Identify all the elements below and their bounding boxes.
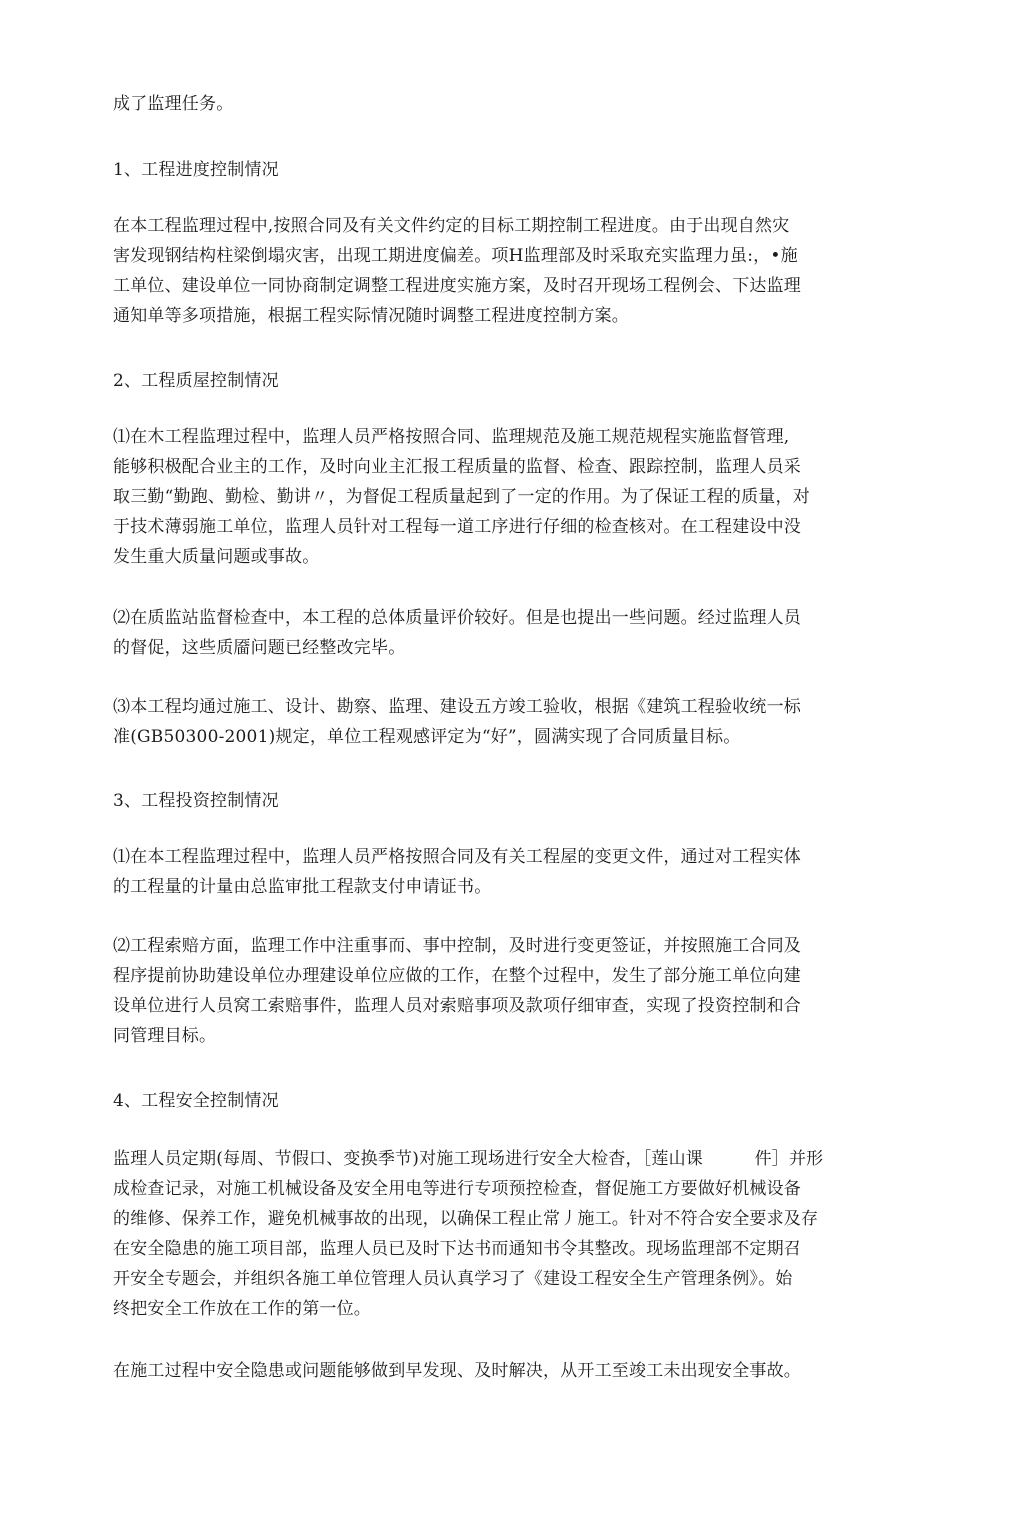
section-heading: 3、工程投资控制情况	[113, 791, 279, 811]
paragraph-line: 取三勤“勤跑、勤检、勤讲〃，为督促工程质量起到了一定的作用。为了保证工程的质量，对	[113, 487, 810, 507]
paragraph-line: ⑵在质监站监督检查中，本工程的总体质量评价较好。但是也提出一些问题。经过监理人员	[113, 608, 801, 628]
paragraph-line: 在施工过程中安全隐患或问题能够做到早发现、及时解决，从开工至竣工未出现安全事故。	[113, 1361, 801, 1381]
paragraph-line: 设单位进行人员窝工索赔事件，监理人员对索赔事项及款项仔细审查，实现了投资控制和合	[113, 996, 801, 1016]
paragraph-line: 成了监理任务。	[113, 94, 234, 114]
section-heading: 4、工程安全控制情况	[113, 1091, 279, 1111]
paragraph-line: 于技术薄弱施工单位，监理人员针对工程每一道工序进行仔细的检查核对。在工程建设中没	[113, 517, 801, 537]
paragraph-line: 的工程量的计量由总监审批工程款支付申请证书。	[113, 877, 492, 897]
paragraph-line: 监理人员定期(每周、节假口、变换季节)对施工现场进行安全大检杳，［莲山课 件］并形	[113, 1149, 824, 1169]
paragraph-line: ⑵工程索赔方面，监理工作中注重事而、事中控制，及时进行变更签证，并按照施工合同及	[113, 936, 801, 956]
section-heading: 2、工程质屋控制情况	[113, 371, 279, 391]
paragraph-line: ⑴在木工程监理过程中，监理人员严格按照合同、监理规范及施工规范规程实施监督管理,	[113, 427, 790, 447]
paragraph-line: 害发现钢结构柱梁倒塌灾害，出现工期进度偏差。项H监理部及时采取充实监理力虽:，•施	[113, 246, 798, 266]
paragraph-line: 的维修、保养工作，避免机械事故的出现，以确保工程止常丿施工。针对不符合安全要求及存	[113, 1209, 819, 1229]
paragraph-line: 在安全隐患的施工项目部，监理人员已及时下达书而通知书令其整改。现场监理部不定期召	[113, 1239, 801, 1259]
paragraph-line: 开安全专题会，并组织各施工单位管理人员认真学习了《建设工程安全生产管理条例》。始	[113, 1269, 793, 1289]
section-heading: 1、工程进度控制情况	[113, 160, 279, 180]
paragraph-line: 工单位、建设单位一同协商制定调整工程进度实施方案，及时召开现场工程例会、下达监理	[113, 276, 801, 296]
paragraph-line: ⑶本工程均通过施工、设计、勘察、监理、建设五方竣工验收，根据《建筑工程验收统一标	[113, 697, 801, 717]
paragraph-line: 发生重大质量问题或事故。	[113, 547, 320, 567]
paragraph-line: 通知单等多项措施，根据工程实际情况随时调整工程进度控制方案。	[113, 306, 629, 326]
paragraph-line: 成检查记录，对施工机械设备及安全用电等进行专项预控检查，督促施工方要做好机械设备	[113, 1179, 801, 1199]
paragraph-line: 能够积极配合业主的工作，及时向业主汇报工程质量的监督、检查、跟踪控制，监理人员采	[113, 457, 801, 477]
paragraph-line: 的督促，这些质靥问题已经整改完毕。	[113, 638, 406, 658]
paragraph-line: 准(GB50300-2001)规定，单位工程观感评定为“好”，圆满实现了合同质量目标。	[113, 727, 741, 747]
paragraph-line: 终把安全工作放在工作的第一位。	[113, 1299, 371, 1319]
paragraph-line: 在本工程监理过程中,按照合同及有关文件约定的目标工期控制工程进度。由于出现自然灾	[113, 216, 790, 236]
paragraph-line: 同管理目标。	[113, 1026, 217, 1046]
paragraph-line: ⑴在本工程监理过程中，监理人员严格按照合同及有关工程屋的变更文件，通过对工程实体	[113, 847, 801, 867]
paragraph-line: 程序提前协助建设单位办理建设单位应做的工作，在整个过程中，发生了部分施工单位向建	[113, 966, 801, 986]
